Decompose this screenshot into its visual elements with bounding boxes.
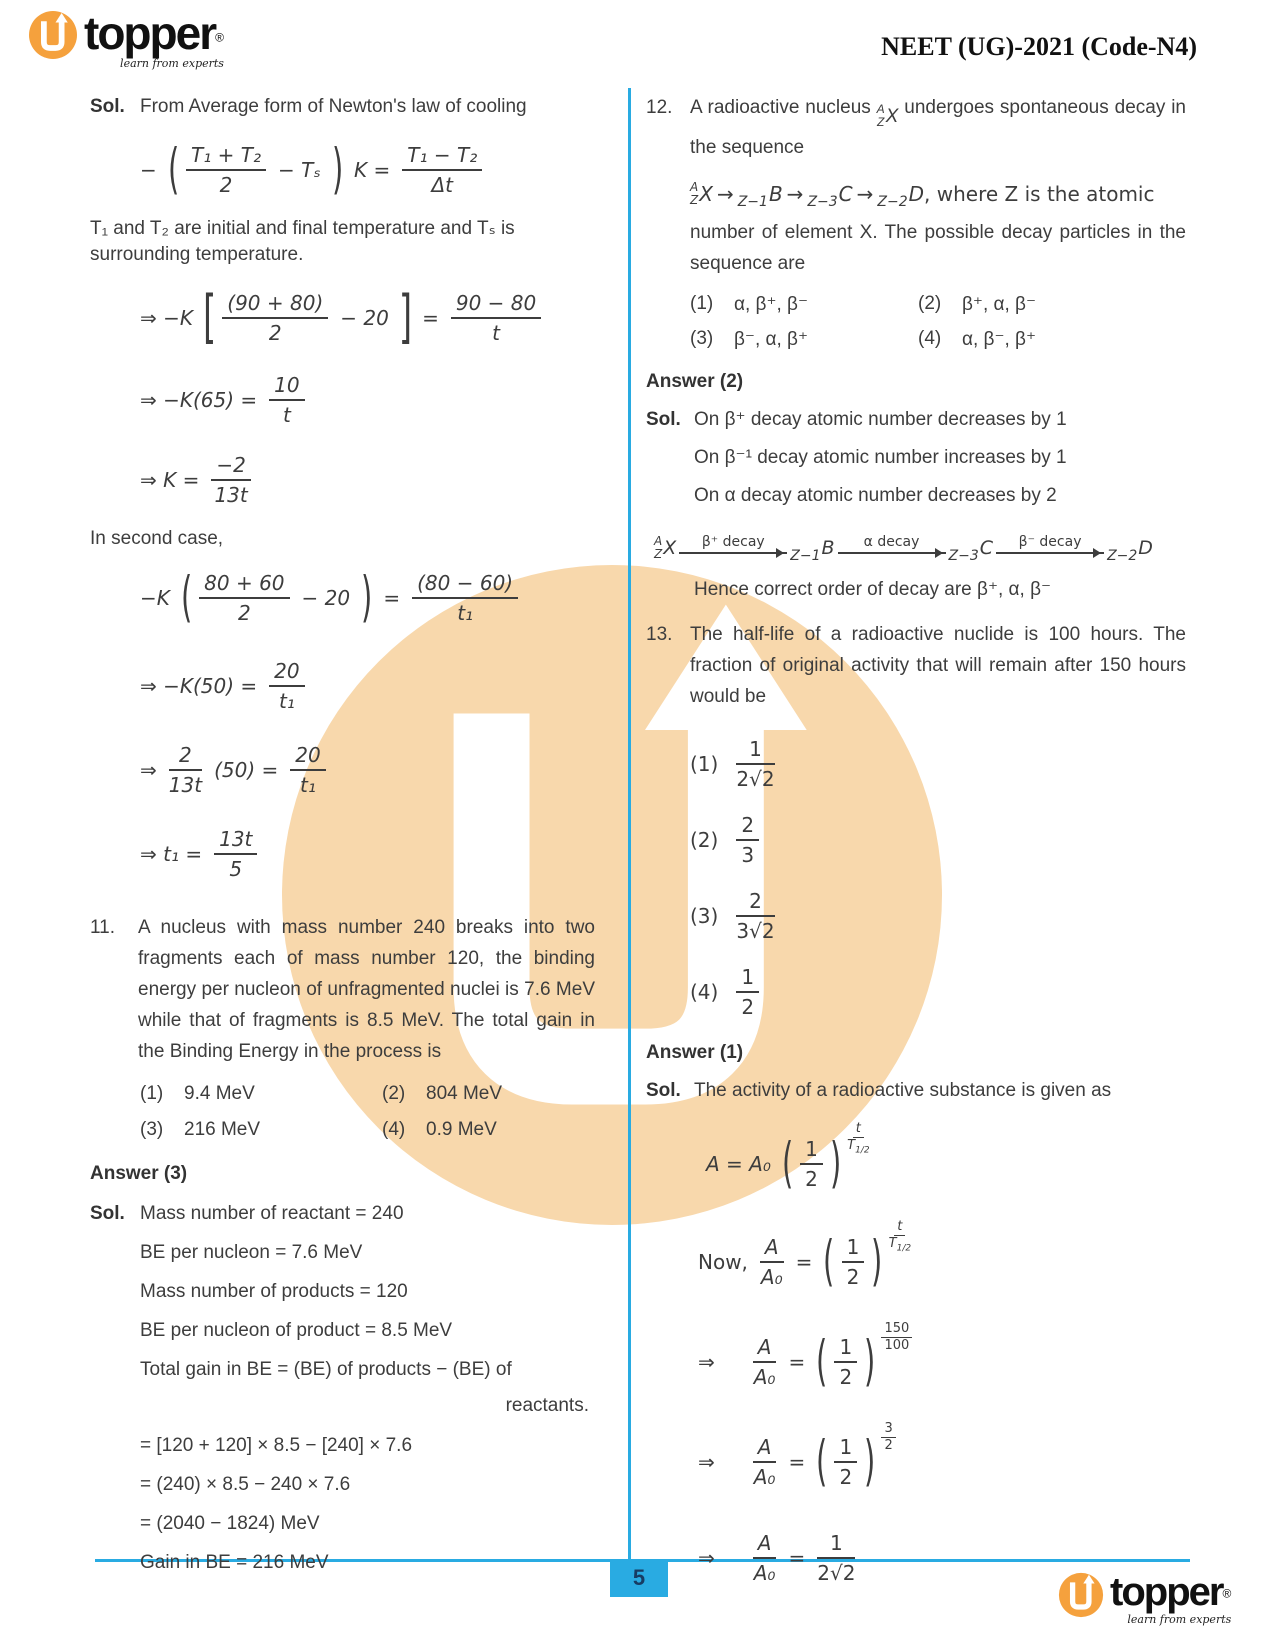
sol-line: Mass number of reactant = 240 — [140, 1203, 404, 1224]
option-label: (1) — [690, 292, 714, 314]
sol-label: Sol. — [90, 96, 125, 117]
exp-denominator — [847, 1138, 869, 1158]
sol-line: On β⁻¹ decay atomic number increases by 1 — [694, 446, 1067, 468]
denominator: t — [282, 403, 291, 427]
arrow-shaft — [996, 552, 1104, 554]
question-text: The half-life of a radioactive nuclide is 100 hours. The fraction of original activity that will remain after 150 hours would be — [690, 623, 1186, 707]
fraction — [753, 1336, 777, 1388]
q12-options-row2 — [646, 328, 1186, 351]
fraction — [753, 1532, 777, 1584]
paren-open: ( — [816, 1329, 828, 1394]
numerator: 1 — [817, 1532, 855, 1559]
decay-chain — [654, 533, 1186, 564]
option-3 — [690, 328, 918, 351]
denominator: 5 — [229, 857, 243, 881]
formula-term: ⇒ K = — [140, 468, 200, 492]
formula-term: A = A₀ — [706, 1151, 771, 1176]
arrow-label: β⁺ decay — [701, 534, 765, 550]
formula-newton-avg — [140, 138, 595, 202]
fraction — [842, 1236, 865, 1288]
fraction — [834, 1336, 857, 1388]
option-label: (3) — [140, 1119, 164, 1140]
nuclide-stack — [877, 103, 885, 129]
denominator: 13t — [168, 773, 203, 797]
option-4 — [382, 1119, 497, 1141]
sol-line: On α decay atomic number decreases by 2 — [694, 484, 1057, 506]
denominator: 2 — [237, 601, 251, 625]
left-column — [90, 88, 595, 1576]
q13-option-4 — [690, 966, 1186, 1018]
option-label: (3) — [690, 903, 719, 928]
fraction — [269, 374, 304, 426]
numerator: 80 + 60 — [199, 572, 289, 599]
option-label: (1) — [140, 1083, 164, 1104]
labeled-arrow — [996, 535, 1104, 554]
equals: = — [795, 1249, 813, 1274]
equals: = — [788, 1545, 806, 1570]
atomic-number: Z — [876, 115, 885, 129]
question-text — [690, 92, 1186, 163]
brand-tagline: learn from experts — [1127, 1613, 1232, 1626]
exp-den-base: T — [847, 1137, 856, 1153]
formula-case2 — [140, 566, 595, 630]
exponent-fraction — [881, 1322, 912, 1353]
brand-tagline: learn from experts — [120, 57, 224, 70]
question-13 — [646, 619, 1186, 712]
paren-open: ( — [180, 566, 193, 630]
second-case-label: In second case, — [90, 528, 224, 549]
denominator: A₀ — [753, 1464, 776, 1489]
brand-text — [84, 7, 224, 70]
paren-close: ) — [864, 1329, 876, 1394]
fraction — [736, 814, 759, 866]
exp-denominator: 100 — [884, 1338, 910, 1353]
element-symbol: B — [768, 181, 783, 206]
fraction — [834, 1436, 857, 1488]
question-11 — [90, 912, 595, 1067]
q11-answer: Answer (3) — [90, 1163, 188, 1184]
denominator: t₁ — [300, 773, 316, 797]
sol-line: Total gain in BE = (BE) of products − (BE) of — [140, 1359, 512, 1380]
element-symbol: C — [979, 536, 994, 559]
denominator: 2 — [839, 1464, 853, 1489]
page-number: 5 — [632, 1565, 646, 1590]
denominator: 2 — [268, 321, 282, 345]
option-value: β⁻, α, β⁺ — [734, 328, 809, 350]
formula-t1-result — [140, 828, 595, 880]
sol-line-reactants: reactants. — [505, 1395, 589, 1416]
paren-close: ) — [361, 566, 373, 630]
brand-name: topper — [1110, 1570, 1223, 1614]
numerator: 1 — [800, 1138, 823, 1165]
decay-sequence — [690, 179, 1186, 210]
formula-case1 — [140, 284, 595, 352]
element-symbol: C — [838, 181, 853, 206]
denominator: 2 — [846, 1264, 860, 1289]
denominator: A₀ — [760, 1264, 783, 1289]
option-2 — [382, 1083, 502, 1105]
implies-arrow: ⇒ — [698, 1349, 715, 1374]
equals: = — [788, 1449, 806, 1474]
element-symbol: D — [908, 181, 925, 206]
calc-line: Gain in BE = 216 MeV — [140, 1552, 329, 1573]
denominator: 13t — [214, 483, 248, 507]
paren-close: ) — [829, 1131, 842, 1196]
formula-term: ⇒ −K(50) = — [140, 674, 258, 698]
right-column — [646, 92, 1186, 1584]
fraction — [817, 1532, 855, 1584]
numerator: 1 — [736, 966, 759, 993]
formula-final — [698, 1532, 1186, 1584]
mass-number: A — [654, 533, 663, 548]
denominator: t₁ — [457, 601, 474, 625]
option-1 — [690, 293, 918, 316]
denominator: 2√2 — [817, 1560, 856, 1585]
numerator: 1 — [834, 1336, 857, 1363]
formula-term: ⇒ −K(65) = — [140, 388, 258, 412]
q11-options-row1 — [90, 1083, 595, 1105]
paren-close: ) — [864, 1429, 876, 1494]
exp-den-sub: 1/2 — [896, 1243, 912, 1254]
registered-mark: ® — [215, 30, 224, 45]
registered-mark: ® — [1222, 1586, 1232, 1601]
nuclide-stack — [654, 535, 662, 561]
numerator: 2 — [736, 814, 759, 841]
mass-number: A — [876, 102, 885, 116]
numerator: (90 + 80) — [222, 292, 328, 319]
sol-intro: The activity of a radioactive substance is given as — [694, 1079, 1112, 1101]
paren-open: ( — [167, 138, 180, 202]
exponent-fraction — [881, 1422, 895, 1453]
option-label: (2) — [918, 292, 942, 314]
option-value: α, β⁺, β⁻ — [734, 293, 809, 315]
pre-subscript: Z−1 — [790, 547, 821, 564]
exp-den-sub: 1/2 — [855, 1145, 870, 1156]
fraction — [290, 744, 325, 796]
arrow: → — [716, 181, 734, 206]
q12-body: number of element X. The possible decay particles in the sequence are — [690, 221, 1186, 274]
q12-intro-b: undergoes spontaneous decay in the sequence — [690, 97, 1186, 158]
q13-option-1 — [690, 738, 1186, 790]
denominator: t — [492, 321, 500, 345]
q12-answer: Answer (2) — [646, 370, 744, 392]
denominator: 2√2 — [736, 766, 775, 791]
question-12 — [646, 92, 1186, 163]
formula-term: − — [140, 158, 157, 182]
arrow-shaft — [679, 552, 787, 554]
numerator: 1 — [834, 1436, 857, 1463]
equals: = — [788, 1349, 806, 1374]
q12-solution — [646, 407, 1186, 433]
option-4 — [918, 328, 1036, 351]
formula-term: − 20 — [340, 306, 389, 330]
sol-label: Sol. — [90, 1203, 125, 1224]
labeled-arrow — [679, 535, 787, 554]
numerator: T₁ + T₂ — [186, 144, 266, 171]
labeled-arrow — [838, 535, 946, 554]
question-number: 13. — [646, 623, 673, 645]
formula-term: ⇒ — [140, 758, 157, 782]
element-symbol: X — [663, 536, 677, 559]
denominator: Δt — [431, 173, 454, 197]
fraction — [211, 454, 250, 506]
option-value: 9.4 MeV — [184, 1083, 255, 1104]
paren-open: ( — [781, 1131, 794, 1196]
nuclide-AZX — [654, 535, 676, 561]
fraction — [169, 744, 202, 796]
numerator: 2 — [736, 890, 774, 917]
fraction — [402, 144, 482, 196]
formula-term: −K — [140, 586, 170, 610]
sequence-tail: , where Z is the atomic — [924, 181, 1155, 206]
formula-term: ⇒ −K — [140, 306, 193, 330]
q12-conclusion: Hence correct order of decay are β⁺, α, β⁻ — [694, 578, 1052, 600]
fraction — [800, 1138, 823, 1190]
sol-line: BE per nucleon of product = 8.5 MeV — [140, 1320, 453, 1341]
brand-logo — [28, 7, 224, 70]
implies-arrow: ⇒ — [698, 1449, 715, 1474]
option-label: (4) — [918, 327, 942, 349]
element-symbol: B — [821, 536, 835, 559]
denominator: 3√2 — [736, 918, 775, 943]
option-label: (4) — [382, 1119, 406, 1140]
formula-activity — [706, 1120, 1186, 1196]
numerator: A — [753, 1436, 777, 1463]
numerator: A — [753, 1532, 777, 1559]
numerator: 90 − 80 — [451, 292, 541, 319]
exp-numerator: 3 — [881, 1422, 895, 1438]
u-arrow-icon — [28, 10, 78, 60]
numerator: 1 — [842, 1236, 865, 1263]
sol-line: Mass number of products = 120 — [140, 1281, 408, 1302]
calc-line: = [120 + 120] × 8.5 − [240] × 7.6 — [140, 1435, 413, 1456]
sol-label: Sol. — [646, 1079, 681, 1101]
q11-options-row2 — [90, 1119, 595, 1141]
nuclide-stack — [690, 181, 698, 207]
exp-den-base: T — [888, 1235, 897, 1251]
element-symbol: D — [1138, 536, 1153, 559]
bracket-open: [ — [203, 284, 217, 352]
fraction — [214, 828, 257, 880]
pre-subscript: Z−2 — [877, 193, 908, 210]
temperature-note: T₁ and T₂ are initial and final temperature and Tₛ is surrounding temperature. — [90, 218, 515, 265]
option-1 — [140, 1083, 382, 1105]
exp-numerator: t — [853, 1122, 864, 1138]
pre-subscript: Z−1 — [737, 193, 768, 210]
formula-3-2 — [698, 1421, 1186, 1494]
denominator: A₀ — [753, 1364, 776, 1389]
formula-k65 — [140, 374, 595, 426]
calc-line: = (240) × 8.5 − 240 × 7.6 — [140, 1474, 351, 1495]
formula-term: − Tₛ — [277, 158, 321, 182]
pre-subscript: Z−2 — [1107, 547, 1138, 564]
sol-label: Sol. — [646, 408, 681, 430]
option-value: 804 MeV — [426, 1083, 503, 1104]
formula-term: − 20 — [301, 586, 351, 610]
fraction — [186, 144, 266, 196]
q13-option-2 — [690, 814, 1186, 866]
option-label: (4) — [690, 979, 719, 1004]
option-value: α, β⁻, β⁺ — [962, 328, 1037, 350]
column-divider — [628, 88, 631, 1559]
numerator: 2 — [169, 744, 202, 771]
denominator: 2 — [805, 1166, 818, 1191]
denominator: 2 — [741, 994, 755, 1019]
exp-denominator — [889, 1236, 911, 1256]
fraction — [412, 572, 518, 624]
option-value: 216 MeV — [184, 1119, 261, 1140]
element-symbol: X — [885, 105, 899, 127]
question-text: A nucleus with mass number 240 breaks into two fragments each of mass number 120, the binding energy per nucleon of unfragmented nuclei is 7.6 MeV while that of fragments is 8.5 MeV. The total gain in the Binding Energy in the process is — [138, 917, 595, 1062]
fraction — [736, 738, 774, 790]
bracket-close: ] — [398, 284, 413, 352]
formula-now — [698, 1218, 1186, 1294]
denominator: t₁ — [278, 689, 295, 713]
arrow-label: β⁻ decay — [1018, 534, 1082, 550]
exponent-fraction — [889, 1220, 911, 1256]
sol-line: BE per nucleon = 7.6 MeV — [140, 1242, 363, 1263]
question-number: 11. — [90, 917, 116, 938]
option-3 — [140, 1119, 382, 1141]
formula-term: = — [422, 306, 439, 330]
denominator: A₀ — [753, 1560, 776, 1585]
numerator: A — [760, 1236, 784, 1263]
paren-open: ( — [816, 1429, 828, 1494]
pre-subscript: Z−3 — [948, 547, 979, 564]
element-symbol: X — [699, 181, 713, 206]
formula-term: Now, — [698, 1249, 748, 1274]
numerator: T₁ − T₂ — [402, 144, 482, 171]
solution-cooling — [90, 94, 595, 120]
fraction — [269, 660, 304, 712]
exp-numerator: t — [894, 1220, 905, 1236]
denominator: 3 — [741, 842, 755, 867]
formula-term: ⇒ t₁ = — [140, 842, 203, 866]
fraction — [451, 292, 541, 344]
option-value: 0.9 MeV — [426, 1119, 497, 1140]
option-label: (1) — [690, 751, 719, 776]
formula-term: (50) = — [214, 758, 279, 782]
q12-options-row1 — [646, 293, 1186, 316]
arrow: → — [786, 181, 804, 206]
atomic-number: Z — [690, 192, 699, 207]
option-label: (3) — [690, 327, 714, 349]
option-2 — [918, 293, 1036, 316]
nuclide-AZX — [877, 101, 899, 132]
q11-solution — [90, 1201, 595, 1227]
numerator: 20 — [269, 660, 304, 687]
page-title: NEET (UG)-2021 (Code-N4) — [881, 32, 1197, 61]
numerator: −2 — [211, 454, 250, 481]
numerator: 13t — [214, 828, 257, 855]
q13-solution — [646, 1078, 1186, 1104]
option-label: (2) — [382, 1083, 406, 1104]
numerator: 1 — [736, 738, 774, 765]
exp-numerator: 150 — [881, 1322, 912, 1338]
calc-line: = (2040 − 1824) MeV — [140, 1513, 320, 1534]
denominator: 2 — [839, 1364, 853, 1389]
q13-option-3 — [690, 890, 1186, 942]
paren-close: ) — [871, 1229, 883, 1294]
sol-line: On β⁺ decay atomic number decreases by 1 — [694, 408, 1067, 430]
fraction — [199, 572, 289, 624]
formula-term: = — [383, 586, 401, 610]
paren-open: ( — [823, 1229, 835, 1294]
q12-intro-a: A radioactive nucleus — [690, 97, 871, 118]
atomic-number: Z — [654, 546, 663, 561]
exp-denominator: 2 — [884, 1438, 893, 1453]
numerator: A — [753, 1336, 777, 1363]
sol-intro: From Average form of Newton's law of cooling — [140, 96, 527, 117]
brand-name: topper — [84, 7, 216, 59]
arrow-label: α decay — [863, 534, 920, 550]
option-value: β⁺, α, β⁻ — [962, 293, 1037, 315]
fraction — [222, 292, 328, 344]
q13-answer: Answer (1) — [646, 1041, 744, 1063]
implies-arrow: ⇒ — [698, 1545, 715, 1570]
fraction — [753, 1436, 777, 1488]
numerator: (80 − 60) — [412, 572, 518, 599]
fraction — [760, 1236, 784, 1288]
fraction — [736, 890, 774, 942]
fraction — [736, 966, 759, 1018]
denominator: 2 — [219, 173, 233, 197]
mass-number: A — [690, 179, 699, 194]
exponent-fraction — [847, 1122, 869, 1158]
formula-k-value — [140, 454, 595, 506]
pre-subscript: Z−3 — [807, 193, 838, 210]
nuclide-AZX — [690, 181, 713, 207]
paren-close: ) — [331, 138, 344, 202]
question-number: 12. — [646, 97, 673, 118]
formula-k50 — [140, 660, 595, 712]
arrow: → — [856, 181, 874, 206]
formula-substitute — [140, 744, 595, 796]
formula-150-100 — [698, 1321, 1186, 1394]
option-label: (2) — [690, 827, 719, 852]
formula-term: K = — [354, 158, 391, 182]
numerator: 20 — [290, 744, 325, 771]
numerator: 10 — [269, 374, 304, 401]
arrow-shaft — [838, 552, 946, 554]
